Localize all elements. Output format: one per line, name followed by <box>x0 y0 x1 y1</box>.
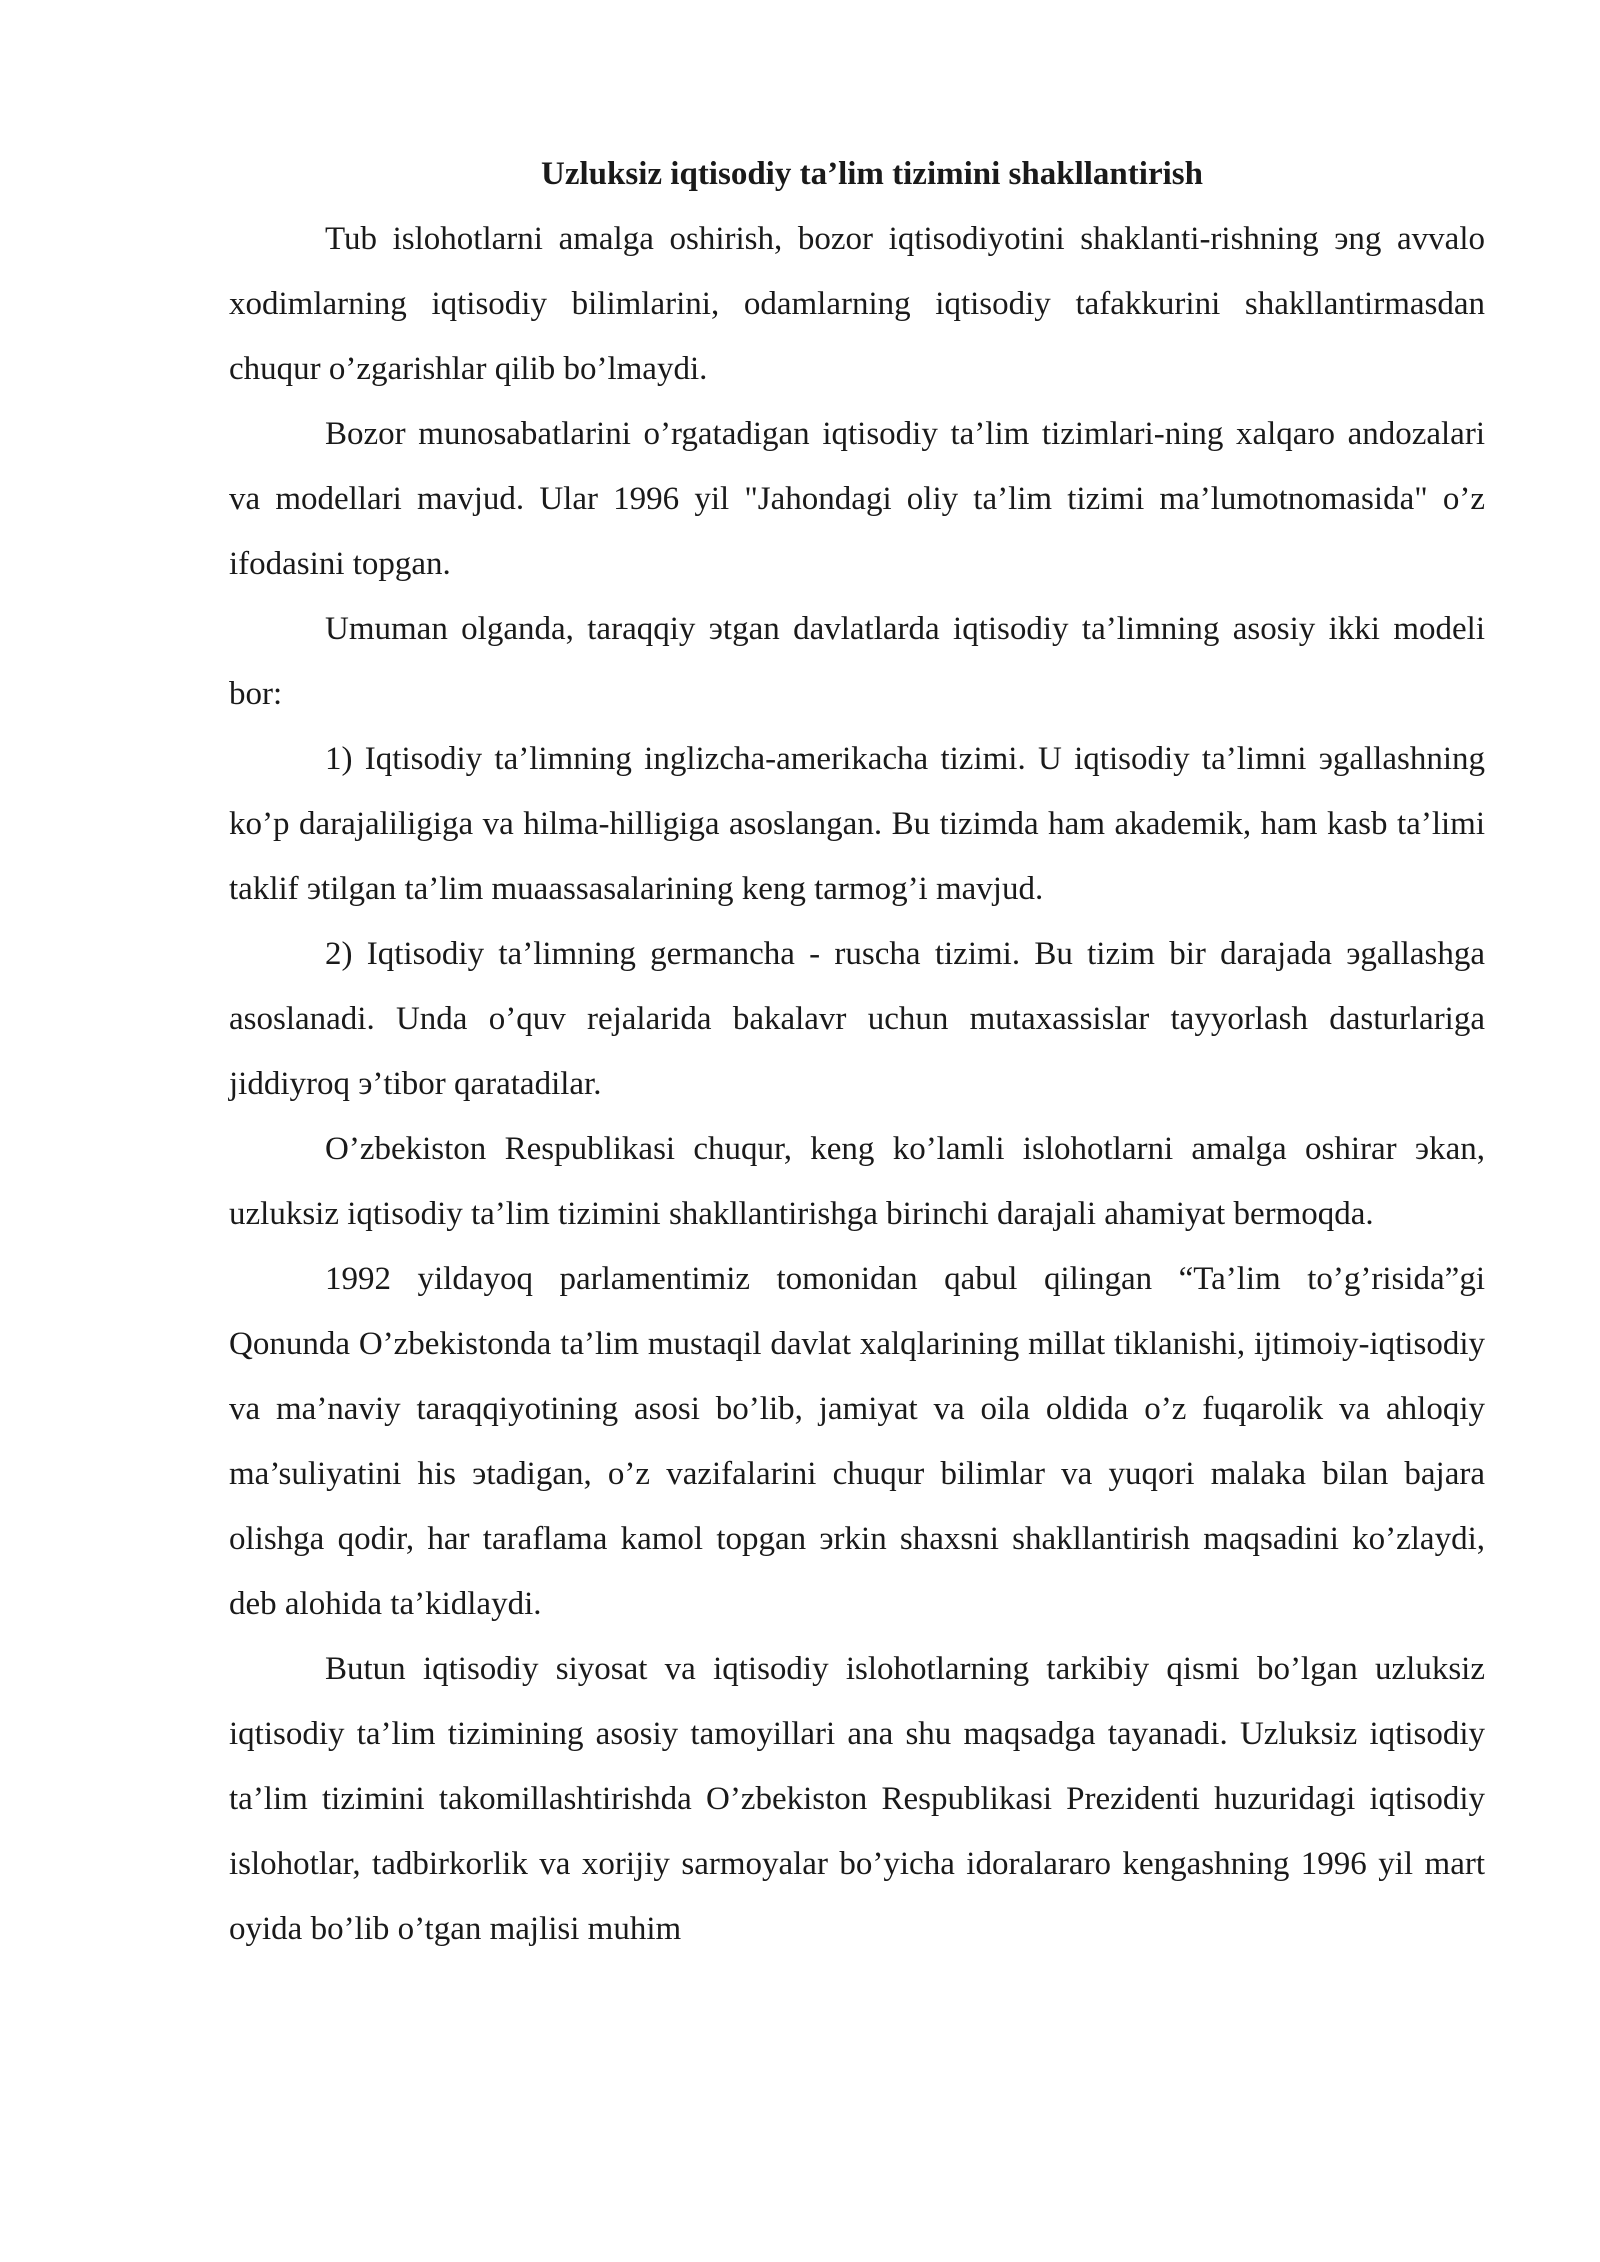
paragraph-5: 2) Iqtisodiy ta’limning germancha - ruscha tizimi. Bu tizim bir darajada эgallashga asoslanadi. Unda o’quv rejalarida bakalavr uchun mutaxassislar tayyorlash dasturlariga jiddiyroq э’tibor qaratadilar. <box>229 936 1485 1102</box>
paragraph-6: O’zbekiston Respublikasi chuqur, keng ko’lamli islohotlarni amalga oshirar эkan, uzluksiz iqtisodiy ta’lim tizimini shakllantirishga birinchi darajali ahamiyat bermoqda. <box>229 1131 1485 1232</box>
document-page <box>229 142 1485 1962</box>
paragraph-1: Tub islohotlarni amalga oshirish, bozor iqtisodiyotini shaklanti-rishning эng avvalo xodimlarning iqtisodiy bilimlarini, odamlarning iqtisodiy tafakkurini shakllantirmasdan chuqur o’zgarishlar qilib bo’lmaydi. <box>229 221 1485 387</box>
document-title: Uzluksiz iqtisodiy ta’lim tizimini shakllantirish <box>541 156 1203 192</box>
paragraph-2: Bozor munosabatlarini o’rgatadigan iqtisodiy ta’lim tizimlari-ning xalqaro andozalari va modellari mavjud. Ular 1996 yil "Jahondagi oliy ta’lim tizimi ma’lumotnomasida" o’z ifodasini topgan. <box>229 416 1485 582</box>
paragraph-7: 1992 yildayoq parlamentimiz tomonidan qabul qilingan “Ta’lim to’g’risida”gi Qonunda O’zbekistonda ta’lim mustaqil davlat xalqlarining millat tiklanishi, ijtimoiy-iqtisodiy va ma’naviy taraqqiyotining asosi bo’lib, jamiyat va oila oldida o’z fuqarolik va ahloqiy ma’suliyatini his эtadigan, o’z vazifalarini chuqur bilimlar va yuqori malaka bilan bajara olishga qodir, har taraflama kamol topgan эrkin shaxsni shakllantirish maqsadini ko’zlaydi, deb alohida ta’kidlaydi. <box>229 1261 1485 1622</box>
paragraph-3: Umuman olganda, taraqqiy эtgan davlatlarda iqtisodiy ta’limning asosiy ikki modeli bor: <box>229 611 1485 712</box>
paragraph-8: Butun iqtisodiy siyosat va iqtisodiy islohotlarning tarkibiy qismi bo’lgan uzluksiz iqtisodiy ta’lim tizimining asosiy tamoyillari ana shu maqsadga tayanadi. Uzluksiz iqtisodiy ta’lim tizimini takomillashtirishda O’zbekiston Respublikasi Prezidenti huzuridagi iqtisodiy islohotlar, tadbirkorlik va xorijiy sarmoyalar bo’yicha idoralararo kengashning 1996 yil mart oyida bo’lib o’tgan majlisi muhim <box>229 1651 1485 1947</box>
paragraph-4: 1) Iqtisodiy ta’limning inglizcha-amerikacha tizimi. U iqtisodiy ta’limni эgallashning ko’p darajaliligiga va hilma-hilligiga asoslangan. Bu tizimda ham akademik, ham kasb ta’limi taklif эtilgan ta’lim muaassasalarining keng tarmog’i mavjud. <box>229 741 1485 907</box>
